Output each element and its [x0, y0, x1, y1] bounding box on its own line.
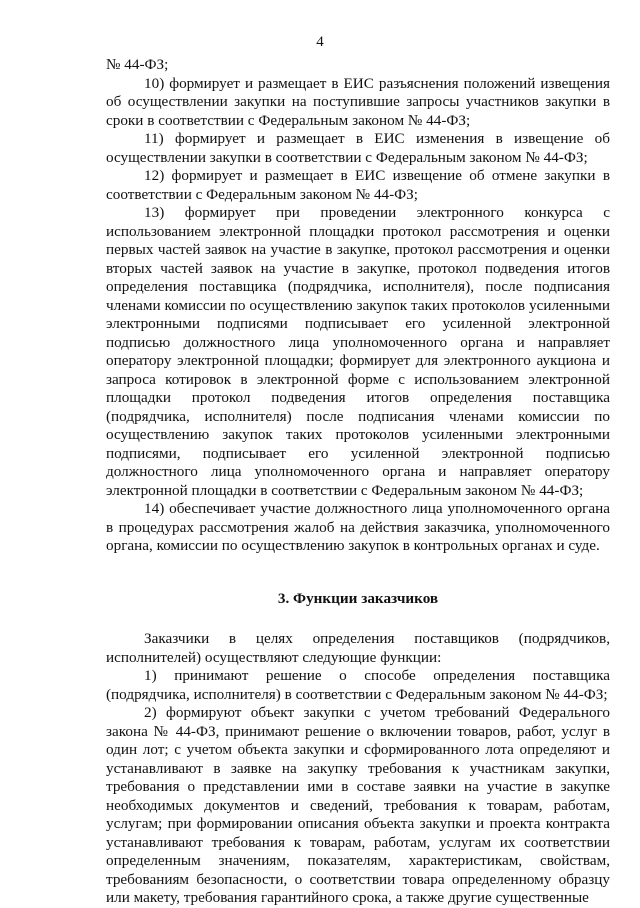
- paragraph-item-12: 12) формирует и размещает в ЕИС извещение об отмене закупки в соответствии с Федеральным законом № 44-ФЗ;: [106, 167, 610, 203]
- paragraph-item-11: 11) формирует и размещает в ЕИС изменения в извещение об осуществлении закупки в соответствии с Федеральным законом № 44-ФЗ;: [106, 130, 610, 166]
- section-heading: 3. Функции заказчиков: [277, 589, 439, 607]
- document-body: [106, 56, 610, 908]
- paragraph-item-14: 14) обеспечивает участие должностного лица уполномоченного органа в процедурах рассмотрения жалоб на действия заказчика, уполномоченного органа, комиссии по осуществлению закупок в контрольных органах и суде.: [106, 500, 610, 554]
- paragraph-intro: Заказчики в целях определения поставщиков (подрядчиков, исполнителей) осуществляют следующие функции:: [106, 630, 610, 666]
- paragraph-item-10: 10) формирует и размещает в ЕИС разъяснения положений извещения об осуществлении закупки на поступившие запросы участников закупки в сроки в соответствии с Федеральным законом № 44-ФЗ;: [106, 74, 610, 129]
- paragraph-item-13: 13) формирует при проведении электронного конкурса с использованием электронной площадки протокол рассмотрения и оценки первых частей заявок на участие в закупке, протокол рассмотрения и оценки вторых частей заявок на участие в закупке, протокол подведения итогов определения поставщика (подрядчика, исполнителя), после подписания членами комиссии по осуществлению закупок таких протоколов усиленными электронными подписями подписывает его усиленной электронной подписью должностного лица уполномоченного органа и направляет оператору электронной площадки; формирует для электронного аукциона и запроса котировок в электронной форме с использованием электронной площадки протокол подведения итогов определения поставщика (подрядчика, исполнителя) после подписания членами комиссии по осуществлению закупок таких протоколов усиленными электронными подписями, подписывает его усиленной электронной подписью должностного лица уполномоченного органа и направляет оператору электронной площадки в соответствии с Федеральным законом № 44-ФЗ;: [106, 204, 610, 499]
- paragraph-function-2: 2) формируют объект закупки с учетом требований Федерального закона № 44-ФЗ, принимают решение о включении товаров, работ, услуг в один лот; с учетом объекта закупки и сформированного лота определяют и устанавливают в заявке на закупку требования к участникам закупки, требования о представлении ими в составе заявки на участие в закупке необходимых документов и сведений, требования к товарам, работам, услугам; при формировании описания объекта закупки и проекта контракта устанавливают требования к товарам, работам, услугам их соответствии определенным значениям, показателям, характеристикам, свойствам, требованиям безопасности, о соответствии товара определенному образцу или макету, требования гарантийного срока, а также другие существенные: [106, 704, 610, 906]
- paragraph-function-1: 1) принимают решение о способе определения поставщика (подрядчика, исполнителя) в соответствии с Федеральным законом № 44-ФЗ;: [106, 667, 610, 703]
- page-number: 4: [316, 34, 324, 50]
- paragraph-continuation: № 44-ФЗ;: [106, 56, 169, 73]
